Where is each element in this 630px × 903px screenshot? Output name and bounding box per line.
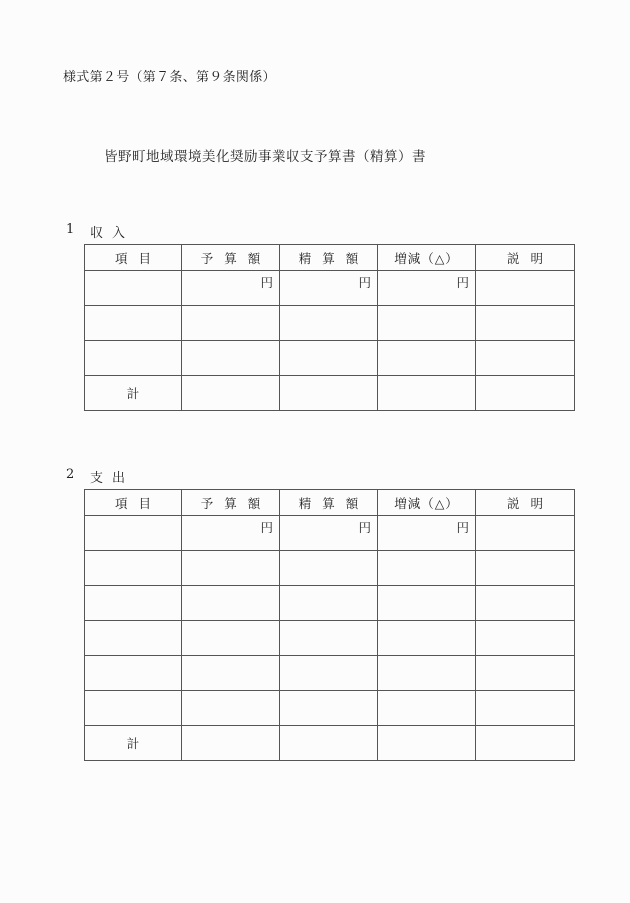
- settlement-cell[interactable]: [280, 306, 378, 341]
- column-header-item: 項目: [85, 245, 182, 271]
- budget-cell[interactable]: [182, 551, 280, 586]
- settlement-cell[interactable]: [280, 691, 378, 726]
- expense-table: [84, 489, 575, 761]
- total-change-cell[interactable]: [378, 376, 476, 411]
- column-header-description: 説明: [476, 490, 575, 516]
- income-section-heading: [66, 222, 134, 241]
- description-cell[interactable]: [476, 551, 575, 586]
- total-description-cell[interactable]: [476, 376, 575, 411]
- change-cell-unit[interactable]: 円: [378, 516, 476, 551]
- column-header-budget: 予算額: [182, 245, 280, 271]
- table-header-row: [85, 245, 575, 271]
- description-cell[interactable]: [476, 691, 575, 726]
- expense-section-heading: [66, 467, 134, 486]
- item-cell[interactable]: [85, 656, 182, 691]
- budget-cell[interactable]: [182, 341, 280, 376]
- change-cell-unit[interactable]: 円: [378, 271, 476, 306]
- table-row: [85, 586, 575, 621]
- section-label: 支出: [90, 471, 135, 486]
- table-row: [85, 621, 575, 656]
- description-cell[interactable]: [476, 341, 575, 376]
- budget-cell[interactable]: [182, 656, 280, 691]
- change-cell[interactable]: [378, 586, 476, 621]
- description-cell[interactable]: [476, 516, 575, 551]
- column-header-description: 説明: [476, 245, 575, 271]
- item-cell[interactable]: [85, 516, 182, 551]
- table-row: [85, 306, 575, 341]
- description-cell[interactable]: [476, 271, 575, 306]
- table-row: [85, 656, 575, 691]
- form-number: 様式第２号（第７条、第９条関係）: [63, 70, 276, 85]
- item-cell[interactable]: [85, 586, 182, 621]
- table-row: [85, 691, 575, 726]
- settlement-cell[interactable]: [280, 586, 378, 621]
- column-header-item: 項目: [85, 490, 182, 516]
- change-cell[interactable]: [378, 306, 476, 341]
- column-header-change: 増減（△）: [378, 245, 476, 271]
- budget-cell[interactable]: [182, 586, 280, 621]
- column-header-settlement: 精算額: [280, 490, 378, 516]
- settlement-cell[interactable]: [280, 551, 378, 586]
- settlement-cell[interactable]: [280, 621, 378, 656]
- table-row: [85, 516, 575, 551]
- total-row: [85, 726, 575, 761]
- description-cell[interactable]: [476, 586, 575, 621]
- total-row: [85, 376, 575, 411]
- table-row: [85, 551, 575, 586]
- change-cell[interactable]: [378, 656, 476, 691]
- change-cell[interactable]: [378, 691, 476, 726]
- settlement-cell-unit[interactable]: 円: [280, 516, 378, 551]
- change-cell[interactable]: [378, 621, 476, 656]
- table-header-row: [85, 490, 575, 516]
- budget-cell-unit[interactable]: 円: [182, 516, 280, 551]
- item-cell[interactable]: [85, 621, 182, 656]
- settlement-cell-unit[interactable]: 円: [280, 271, 378, 306]
- description-cell[interactable]: [476, 621, 575, 656]
- change-cell[interactable]: [378, 551, 476, 586]
- budget-cell[interactable]: [182, 306, 280, 341]
- description-cell[interactable]: [476, 306, 575, 341]
- table-row: [85, 271, 575, 306]
- item-cell[interactable]: [85, 271, 182, 306]
- column-header-change: 増減（△）: [378, 490, 476, 516]
- column-header-settlement: 精算額: [280, 245, 378, 271]
- item-cell[interactable]: [85, 551, 182, 586]
- total-change-cell[interactable]: [378, 726, 476, 761]
- total-label: 計: [85, 376, 182, 411]
- total-description-cell[interactable]: [476, 726, 575, 761]
- budget-cell-unit[interactable]: 円: [182, 271, 280, 306]
- section-number: 2: [66, 467, 75, 482]
- table-row: [85, 341, 575, 376]
- section-number: 1: [66, 222, 75, 237]
- description-cell[interactable]: [476, 656, 575, 691]
- total-settlement-cell[interactable]: [280, 376, 378, 411]
- section-label: 収入: [90, 226, 135, 241]
- budget-cell[interactable]: [182, 621, 280, 656]
- budget-cell[interactable]: [182, 691, 280, 726]
- item-cell[interactable]: [85, 341, 182, 376]
- change-cell[interactable]: [378, 341, 476, 376]
- column-header-budget: 予算額: [182, 490, 280, 516]
- item-cell[interactable]: [85, 306, 182, 341]
- settlement-cell[interactable]: [280, 656, 378, 691]
- settlement-cell[interactable]: [280, 341, 378, 376]
- item-cell[interactable]: [85, 691, 182, 726]
- total-settlement-cell[interactable]: [280, 726, 378, 761]
- total-label: 計: [85, 726, 182, 761]
- document-title: 皆野町地域環境美化奨励事業収支予算書（精算）書: [104, 149, 426, 165]
- total-budget-cell[interactable]: [182, 376, 280, 411]
- income-table: [84, 244, 575, 411]
- total-budget-cell[interactable]: [182, 726, 280, 761]
